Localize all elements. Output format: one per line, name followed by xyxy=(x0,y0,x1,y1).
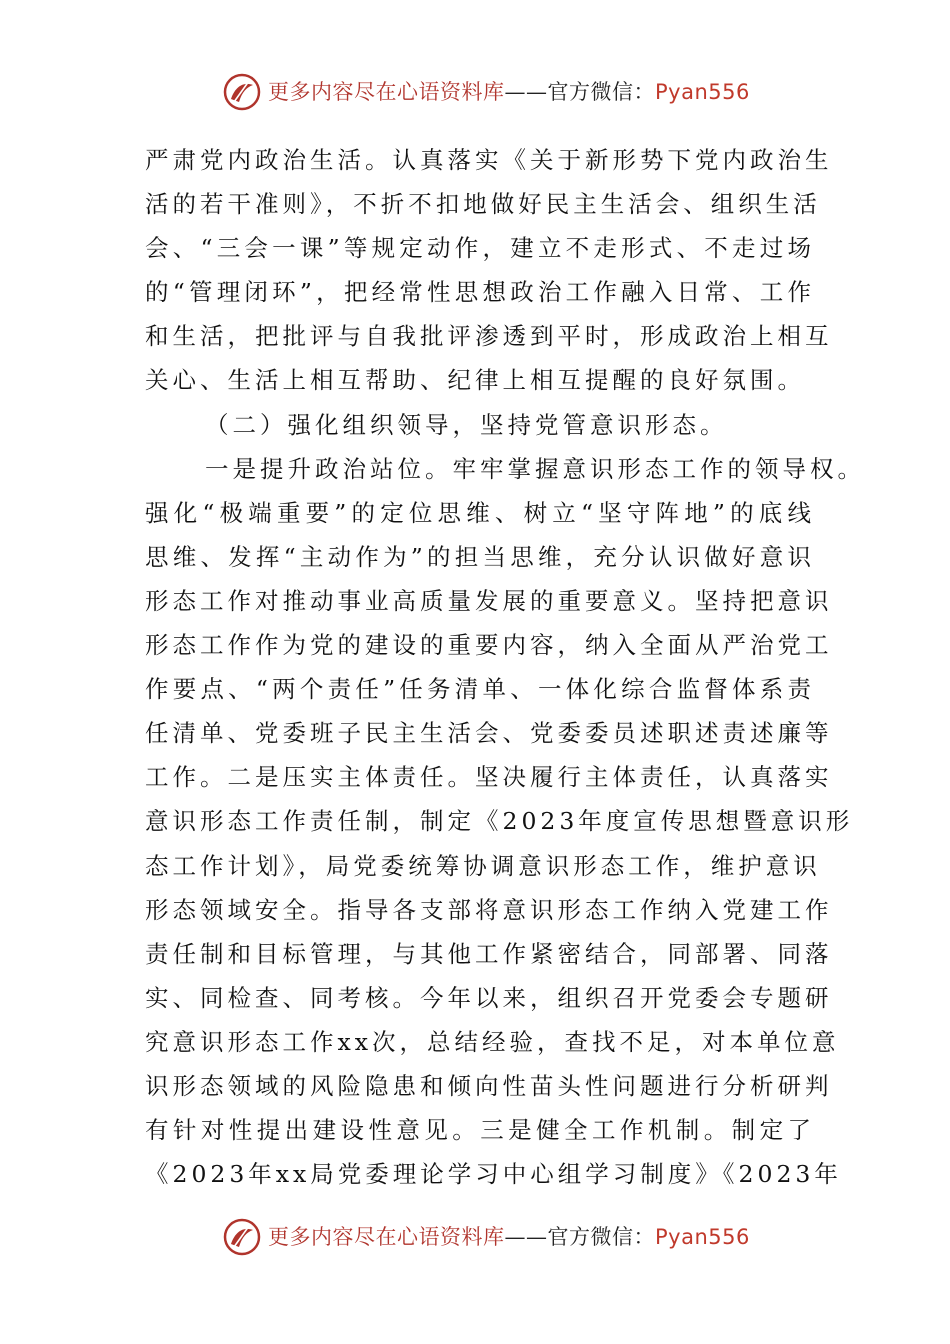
watermark-brand: 更多内容尽在心语资料库 xyxy=(268,1225,505,1249)
text-line: 形态领域安全。指导各支部将意识形态工作纳入党建工作 xyxy=(145,895,833,924)
watermark-wechat-id: Pyan556 xyxy=(655,1225,750,1249)
text-line: 会、“三会一课”等规定动作，建立不走形式、不走过场 xyxy=(145,234,815,263)
text-line: 工作。二是压实主体责任。坚决履行主体责任，认真落实 xyxy=(145,763,833,792)
text-line: 有针对性提出建设性意见。三是健全工作机制。制定了 xyxy=(145,1116,815,1145)
watermark-label: 官方微信： xyxy=(547,1225,655,1249)
text-line: 形态工作作为党的建设的重要内容，纳入全面从严治党工 xyxy=(145,631,833,660)
text-line: 意识形态工作责任制，制定《2023年度宣传思想暨意识形 xyxy=(145,807,854,836)
paragraph xyxy=(145,447,865,1197)
text-line: 责任制和目标管理，与其他工作紧密结合，同部署、同落 xyxy=(145,939,833,968)
text-line: 形态工作对推动事业高质量发展的重要意义。坚持把意识 xyxy=(145,586,833,615)
text-line: 的“管理闭环”，把经常性思想政治工作融入日常、工作 xyxy=(145,278,815,307)
text-line: 强化“极端重要”的定位思维、树立“坚守阵地”的底线 xyxy=(145,498,815,527)
text-line: 严肃党内政治生活。认真落实《关于新形势下党内政治生 xyxy=(145,146,833,174)
watermark-wechat-id: Pyan556 xyxy=(655,80,750,104)
text-line: 任清单、党委班子民主生活会、党委委员述职述责述廉等 xyxy=(145,719,833,748)
text-line: 活的若干准则》，不折不扣地做好民主生活会、组织生活 xyxy=(145,190,821,219)
text-line: 思维、发挥“主动作为”的担当思维，充分认识做好意识 xyxy=(145,542,815,571)
watermark-text xyxy=(268,1224,750,1250)
text-line: 和生活，把批评与自我批评渗透到平时，形成政治上相互 xyxy=(145,322,833,351)
watermark-label: 官方微信： xyxy=(547,80,655,104)
watermark-dash: —— xyxy=(504,1225,548,1249)
watermark-text xyxy=(268,79,750,105)
watermark-brand: 更多内容尽在心语资料库 xyxy=(268,80,505,104)
footer-watermark xyxy=(0,1215,950,1259)
text-line: 实、同检查、同考核。今年以来，组织召开党委会专题研 xyxy=(145,983,833,1012)
text-line: 识形态领域的风险隐患和倾向性苗头性问题进行分析研判 xyxy=(145,1071,833,1100)
section-heading: （二）强化组织领导，坚持党管意识形态。 xyxy=(205,410,728,439)
text-line: 态工作计划》，局党委统筹协调意识形态工作，维护意识 xyxy=(145,851,821,880)
text-line: 作要点、“两个责任”任务清单、一体化综合监督体系责 xyxy=(145,675,815,704)
text-line: 《2023年xx局党委理论学习中心组学习制度》《2023年 xyxy=(145,1160,842,1189)
text-line: 究意识形态工作xx次，总结经验，查找不足，对本单位意 xyxy=(145,1027,840,1056)
document-body xyxy=(145,138,865,1196)
logo-icon xyxy=(222,72,262,112)
paragraph xyxy=(145,138,833,403)
text-line: 关心、生活上相互帮助、纪律上相互提醒的良好氛围。 xyxy=(145,366,805,395)
header-watermark xyxy=(0,70,950,114)
text-line: 一是提升政治站位。牢牢掌握意识形态工作的领导权。 xyxy=(205,454,865,483)
watermark-dash: —— xyxy=(504,80,548,104)
logo-icon xyxy=(222,1217,262,1257)
